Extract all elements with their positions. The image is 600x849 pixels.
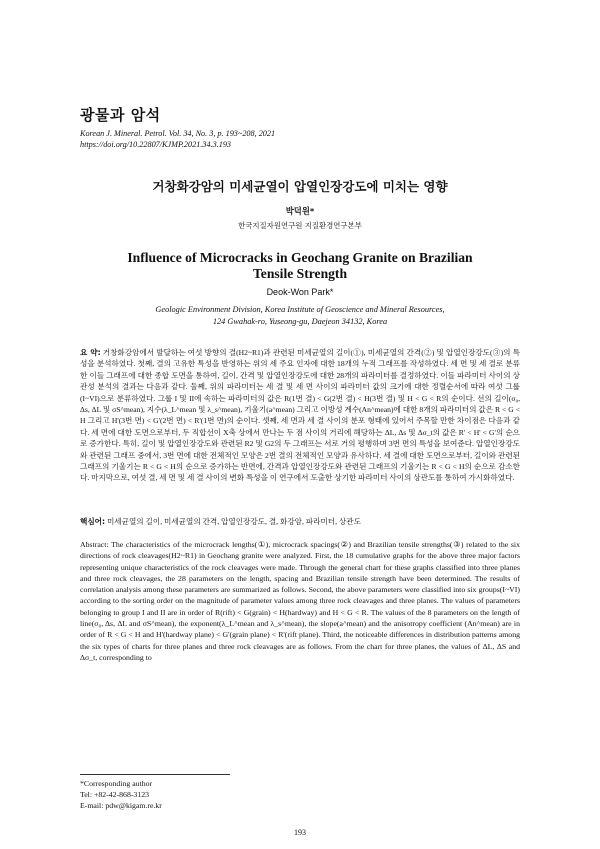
korean-keywords-text: 미세균열의 길이, 미세균열의 간격, 압열인장강도, 결, 화강암, 파라미터, 상관도 bbox=[106, 517, 361, 526]
english-abstract-text: The characteristics of the microcrack lengths(①), microcrack spacings(②) and Brazilian tensile strengths(③) related to the six directions of rock cleavages(H2~R1) in Geochang granite were analyzed. First, the 18 cumulative graphs for the above three major factors representing unique characteristics of the rock cleavages were made. Through the general chart for these graphs classified into three planes and three rock cleavages, the 28 parameters on the length, spacing and Brazilian tensile strength have been determined. The results of correlation analysis among these parameters are summarized as follows. Second, the above parameters were classified into six groups(I~VI) according to the sorting order on the magnitude of parameter values among three rock cleavages and three planes. The values of parameters belonging to group I and II are in order of R(rift) < G(grain) < H(hardway) and H < G < R. The values of the 8 parameters on the length of line(σ₀, Δs, ΔL and σS^mean), the exponent(λ_L^mean and λ_s^mean), the slope(a^mean) and the anisotropy coefficient (An^mean) are in order of R < G < H and H'(hardway plane) < G'(grain plane) < R'(rift plane). Third, the noticeable differences in distribution patterns among the six types of charts for three planes and three rock cleavages are as follows. From the chart for three planes, the values of ΔL, ΔS and Δσ_t, corresponding to bbox=[80, 540, 520, 662]
korean-affiliation: 한국지질자원연구원 지질환경연구본부 bbox=[238, 221, 362, 230]
korean-abstract bbox=[80, 347, 520, 484]
corresponding-author-note: *Corresponding author bbox=[80, 779, 153, 788]
telephone-note: Tel: +82-42-868-3123 bbox=[80, 790, 150, 799]
english-title-line: Influence of Microcracks in Geochang Granite on Brazilian bbox=[127, 250, 473, 265]
email-note[interactable]: E-mail: pdw@kigam.re.kr bbox=[80, 801, 162, 810]
english-abstract bbox=[80, 539, 520, 663]
footnote-divider bbox=[80, 774, 230, 775]
korean-abstract-label: 요 약: bbox=[80, 348, 101, 357]
english-affiliation bbox=[80, 304, 520, 327]
korean-title: 거창화강암의 미세균열이 압열인장강도에 미치는 영향 bbox=[152, 179, 448, 194]
korean-keywords bbox=[80, 516, 520, 527]
footnotes bbox=[80, 778, 162, 811]
citation-line: Korean J. Mineral. Petrol. Vol. 34, No. 3, p. 193~208, 2021 bbox=[80, 129, 276, 138]
english-title-line: Tensile Strength bbox=[252, 266, 348, 281]
doi-link[interactable]: https://doi.org/10.22807/KJMP.2021.34.3.193 bbox=[80, 140, 232, 149]
english-title bbox=[60, 250, 540, 282]
korean-abstract-text: 거창화강암에서 발달하는 여섯 방향의 결(H2~R1)과 관련된 미세균열의 길이(①), 미세균열의 간격(②) 및 압열인장강도(③)의 특성을 분석하였다. 첫째, 결의 고유한 특성을 반영하는 위의 세 주요 인자에 대한 18개의 누적 그래프를 작성하였다. 세 면 및 세 결로 분류한 이들 그래프에 대한 종합 도면을 통하여, 길이, 간격 및 압열인장강도에 대한 28개의 파라미터를 결정하였다. 이들 파라미터 사이의 상관성 분석의 결과는 다음과 같다. 둘째, 위의 파라미터는 세 결 및 세 면 사이의 파라미터 값의 크기에 대한 정렬순서에 따라 여섯 그룹(I~VI)으로 분류하였다. 그룹 I 및 II에 속하는 파라미터의 값은 R(1번 결) < G(2번 결) < H(3번 결) 및 H < G < R의 순이다. 선의 길이(σ₀, Δs, ΔL 및 σS^mean), 지수(λ_L^mean 및 λ_s^mean), 기울기(a^mean) 그리고 이방성 계수(An^mean)에 대한 8개의 파라미터의 값은 R < G < H 그리고 H'(3번 면) < G'(2번 면) < R'(1번 면)의 순이다. 셋째, 세 면과 세 결 사이의 분포 형태에 있어서 주목할 만한 차이점은 다음과 같다. 세 면에 대한 도면으로부터, 두 직합선이 X축 상에서 만나는 두 점 사이의 거리에 해당하는 ΔL, Δs 및 Δσ_t의 값은 R' < H' < G'의 순으로 증가한다. 특히, 길이 및 압열인장강도와 관련된 R2 및 G2의 두 그래프는 서로 거의 평행하며 3번 면의 특성을 보여준다. 압열인장강도와 관련된 그래프 중에서, 3번 면에 대한 전체적인 모양은 2번 결의 전체적인 모양과 유사하다. 세 결에 대한 도면으로부터, 길이와 관련된 그래프의 기울기는 R < G < H의 순으로 증가하는 반면에, 간격과 압열인장강도와 관련된 그래프의 기울기는 R < G < H의 순으로 감소한다. 마지막으로, 여섯 결, 세 면 및 세 결 사이의 변화 특성을 이 연구에서 도출한 상기한 파라미터 사이의 상관도를 통하여 가시화하였다. bbox=[80, 348, 520, 483]
page-number: 193 bbox=[294, 828, 306, 837]
english-author: Deok-Won Park* bbox=[266, 287, 334, 297]
citation-block bbox=[80, 128, 275, 150]
korean-author: 박덕원* bbox=[285, 206, 315, 216]
affiliation-line: 124 Gwahak-ro, Yuseong-gu, Daejeon 34132, Korea bbox=[212, 316, 388, 326]
korean-keywords-label: 핵심어: bbox=[80, 517, 106, 526]
english-abstract-label: Abstract: bbox=[80, 540, 109, 549]
journal-name: 광물과 암석 bbox=[80, 106, 161, 124]
affiliation-line: Geologic Environment Division, Korea Institute of Geoscience and Mineral Resources, bbox=[155, 305, 445, 314]
